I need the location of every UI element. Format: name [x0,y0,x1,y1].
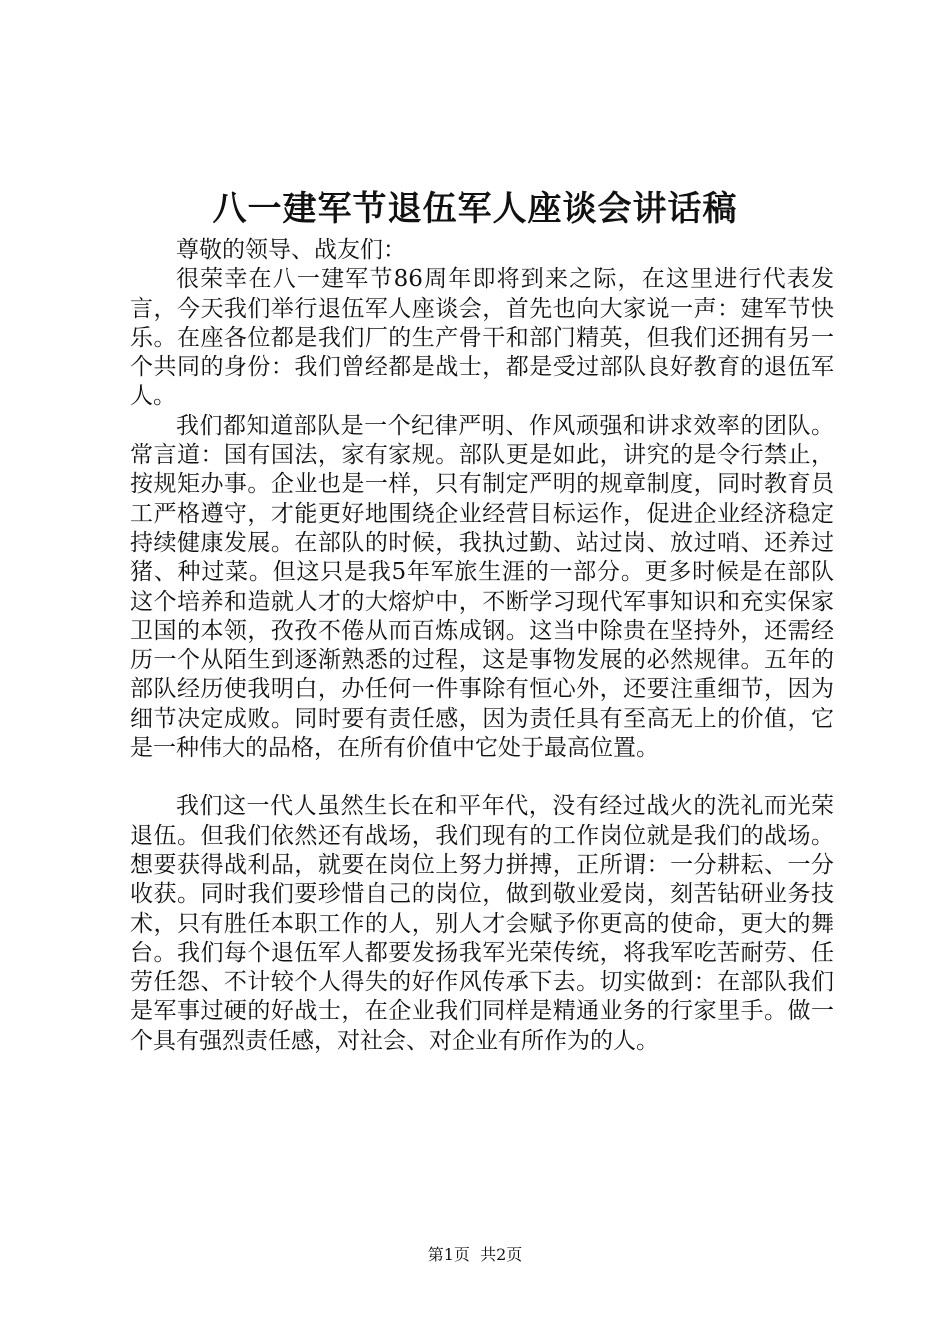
page-number-current: 第1页 [427,1245,470,1264]
paragraph-2: 我们都知道部队是一个纪律严明、作风顽强和讲求效率的团队。常言道：国有国法，家有家规。部队更是如此，讲究的是令行禁止，按规矩办事。企业也是一样，只有制定严明的规章制度，同时教育员工严格遵守，才能更好地围绕企业经营目标运作，促进企业经济稳定持续健康发展。在部队的时候，我执过勤、站过岗、放过哨、还养过猪、种过菜。但这只是我5年军旅生涯的一部分。更多时候是在部队这个培养和造就人才的大熔炉中，不断学习现代军事知识和充实保家卫国的本领，孜孜不倦从而百炼成钢。这当中除贵在坚持外，还需经历一个从陌生到逐渐熟悉的过程，这是事物发展的必然规律。五年的部队经历使我明白，办任何一件事除有恒心外，还要注重细节，因为细节决定成败。同时要有责任感，因为责任具有至高无上的价值，它是一种伟大的品格，在所有价值中它处于最高位置。 [130,412,834,762]
page-number-total: 共2页 [480,1245,523,1264]
document-title: 八一建军节退伍军人座谈会讲话稿 [212,189,738,229]
page-footer [0,1243,950,1267]
document-body [130,236,834,1056]
paragraph-1: 很荣幸在八一建军节86周年即将到来之际，在这里进行代表发言，今天我们举行退伍军人座谈会，首先也向大家说一声：建军节快乐。在座各位都是我们厂的生产骨干和部门精英，但我们还拥有另一个共同的身份：我们曾经都是战士，都是受过部队良好教育的退伍军人。 [130,266,834,410]
paragraph-3: 我们这一代人虽然生长在和平年代，没有经过战火的洗礼而光荣退伍。但我们依然还有战场，我们现有的工作岗位就是我们的战场。想要获得战利品，就要在岗位上努力拼搏，正所谓：一分耕耘、一分收获。同时我们要珍惜自己的岗位，做到敬业爱岗，刻苦钻研业务技术，只有胜任本职工作的人，别人才会赋予你更高的使命，更大的舞台。我们每个退伍军人都要发扬我军光荣传统，将我军吃苦耐劳、任劳任怨、不计较个人得失的好作风传承下去。切实做到：在部队我们是军事过硬的好战士，在企业我们同样是精通业务的行家里手。做一个具有强烈责任感，对社会、对企业有所作为的人。 [130,793,834,1054]
salutation: 尊敬的领导、战友们： [176,237,406,263]
